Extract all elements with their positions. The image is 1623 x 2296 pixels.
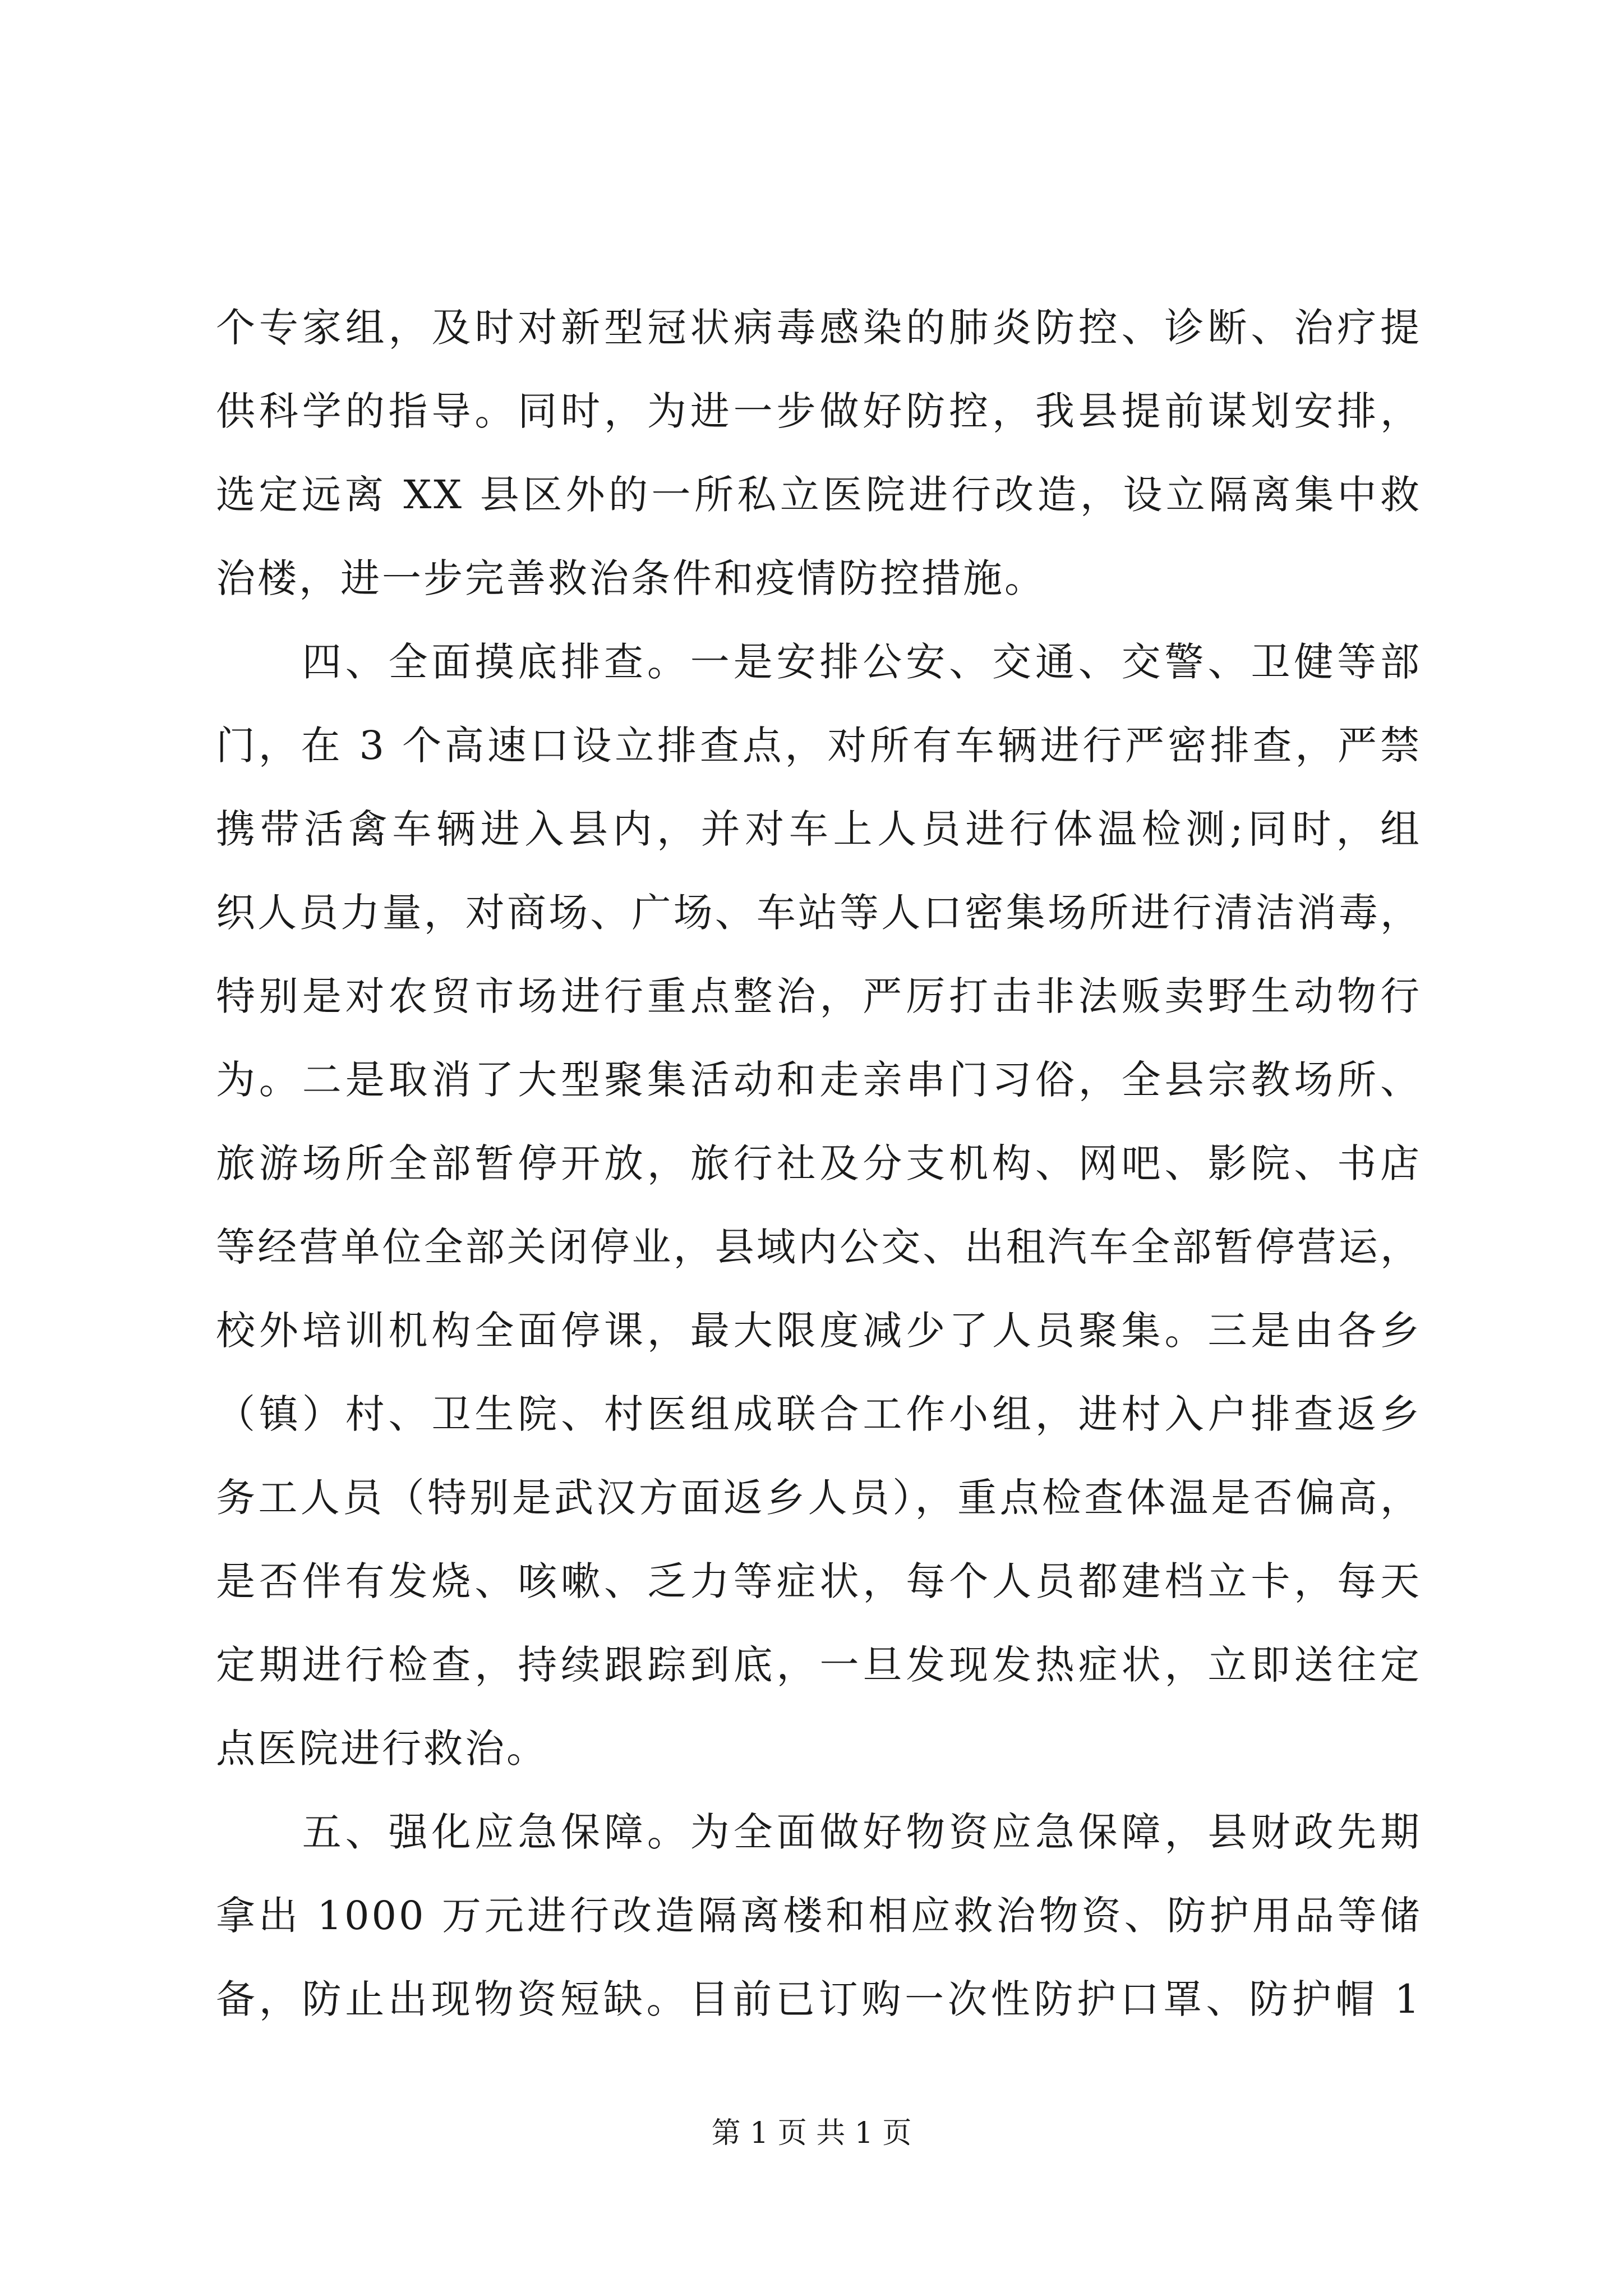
text-line: 特别是对农贸市场进行重点整治，严厉打击非法贩卖野生动物行 bbox=[216, 973, 1422, 1019]
text-line: 个专家组，及时对新型冠状病毒感染的肺炎防控、诊断、治疗提 bbox=[216, 305, 1422, 351]
text-line: （镇）村、卫生院、村医组成联合工作小组，进村入户排查返乡 bbox=[216, 1391, 1422, 1437]
text-line: 等经营单位全部关闭停业，县域内公交、出租汽车全部暂停营运， bbox=[216, 1224, 1422, 1270]
text-line: 四、全面摸底排查。一是安排公安、交通、交警、卫健等部 bbox=[216, 639, 1422, 685]
text-line: 校外培训机构全面停课，最大限度减少了人员聚集。三是由各乡 bbox=[216, 1308, 1422, 1354]
text-line: 旅游场所全部暂停开放，旅行社及分支机构、网吧、影院、书店 bbox=[216, 1140, 1422, 1186]
text-line: 门，在 3 个高速口设立排查点，对所有车辆进行严密排查，严禁 bbox=[216, 723, 1422, 769]
text-line: 携带活禽车辆进入县内，并对车上人员进行体温检测;同时，组 bbox=[216, 806, 1422, 852]
text-line: 五、强化应急保障。为全面做好物资应急保障，县财政先期 bbox=[216, 1809, 1422, 1855]
document-body bbox=[216, 286, 1422, 2041]
text-line: 供科学的指导。同时，为进一步做好防控，我县提前谋划安排， bbox=[216, 388, 1422, 434]
page-footer bbox=[0, 2109, 1623, 2151]
text-line: 选定远离 XX 县区外的一所私立医院进行改造，设立隔离集中救 bbox=[216, 472, 1422, 518]
text-line: 为。二是取消了大型聚集活动和走亲串门习俗，全县宗教场所、 bbox=[216, 1057, 1422, 1103]
text-line: 务工人员（特别是武汉方面返乡人员），重点检查体温是否偏高， bbox=[216, 1475, 1422, 1521]
text-line: 是否伴有发烧、咳嗽、乏力等症状，每个人员都建档立卡，每天 bbox=[216, 1558, 1422, 1604]
text-line: 织人员力量，对商场、广场、车站等人口密集场所进行清洁消毒， bbox=[216, 890, 1422, 936]
page-number-label: 第 1 页 共 1 页 bbox=[711, 2116, 912, 2150]
text-line: 备，防止出现物资短缺。目前已订购一次性防护口罩、防护帽 1 bbox=[216, 1976, 1422, 2022]
text-line: 治楼，进一步完善救治条件和疫情防控措施。 bbox=[216, 555, 1046, 601]
text-line: 定期进行检查，持续跟踪到底，一旦发现发热症状，立即送往定 bbox=[216, 1642, 1422, 1688]
text-line: 拿出 1000 万元进行改造隔离楼和相应救治物资、防护用品等储 bbox=[216, 1893, 1422, 1939]
text-line: 点医院进行救治。 bbox=[216, 1726, 548, 1772]
